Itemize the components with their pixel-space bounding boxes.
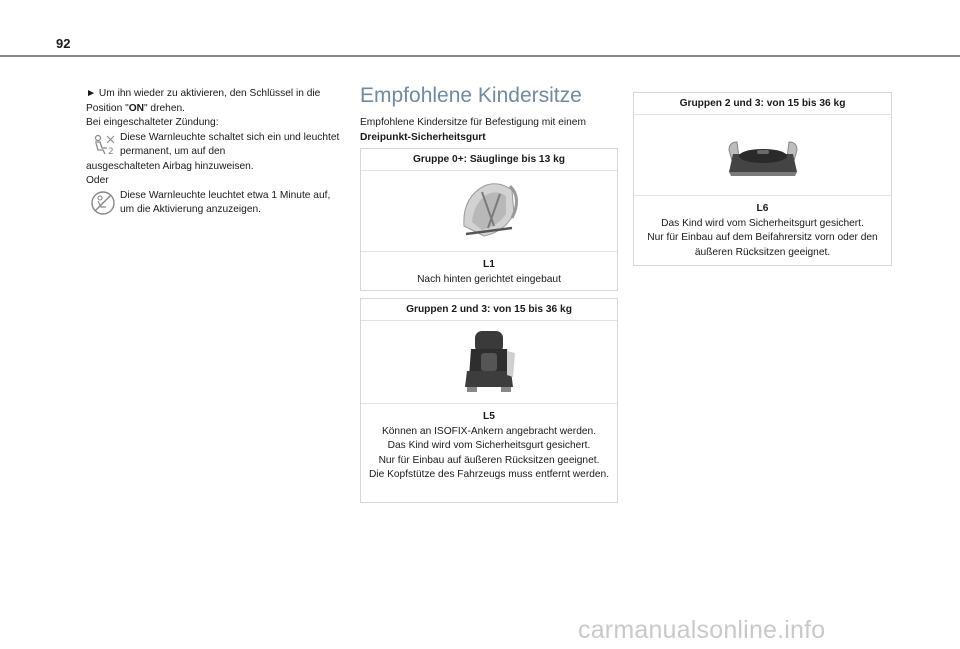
section-intro: Empfohlene Kindersitze für Befestigung mit einem Dreipunkt-Sicherheitsgurt (360, 117, 586, 143)
card-body (361, 252, 617, 291)
airbag-instructions (86, 87, 346, 218)
on-keyword: ON (128, 102, 144, 114)
or-line: Oder (86, 175, 109, 186)
card-header: Gruppen 2 und 3: von 15 bis 36 kg (361, 299, 617, 321)
child-seat-card-l5 (360, 298, 618, 503)
seat-description: Nach hinten gerichtet eingebaut (417, 273, 561, 285)
warning-lamp-row-2 (86, 189, 346, 218)
svg-text:2: 2 (108, 146, 114, 157)
child-seat-image-l6 (634, 115, 891, 196)
card-body (361, 404, 617, 487)
child-seat-card-l1 (360, 148, 618, 291)
position-on-line: Position "ON" drehen. (86, 102, 185, 114)
header-divider (0, 55, 960, 57)
page-number: 92 (56, 36, 71, 51)
seat-code: L5 (483, 411, 495, 422)
warning-lamp-text-2: Diese Warnleuchte leuchtet etwa 1 Minute auf, um die Aktivierung anzuzeigen. (120, 189, 331, 215)
airbag-off-crossed-icon (86, 189, 120, 217)
watermark: carmanualsonline.info (578, 616, 826, 644)
warning-lamp-row-1 (86, 131, 346, 160)
card-body (634, 196, 891, 264)
seat-description-line: Nur für Einbau auf äußeren Rücksitzen geeignet. (378, 454, 600, 466)
section-title: Empfohlene Kindersitze (360, 84, 582, 107)
child-seat-image-l1 (361, 171, 617, 252)
seat-code: L6 (756, 203, 769, 214)
warning-lamp-text-1: Diese Warnleuchte schaltet sich ein und leuchtet permanent, um auf den (120, 131, 340, 157)
seat-description-line: Können an ISOFIX-Ankern angebracht werden. (381, 425, 597, 437)
seat-description-line: Das Kind wird vom Sicherheitsgurt gesichert. (661, 217, 864, 229)
belt-type: Dreipunkt-Sicherheitsgurt (360, 131, 486, 143)
airbag-off-line: ausgeschalteten Airbag hinzuweisen. (86, 160, 254, 172)
card-header: Gruppe 0+: Säuglinge bis 13 kg (361, 149, 617, 171)
child-seat-image-l5 (361, 321, 617, 404)
seat-code: L1 (483, 259, 495, 270)
seat-description-line: Nur für Einbau auf dem Beifahrersitz vorn oder den äußeren Rücksitzen geeignet. (647, 232, 878, 258)
seat-description-line: Das Kind wird vom Sicherheitsgurt gesichert. (387, 440, 591, 451)
reactivate-instruction-line: ► Um ihn wieder zu aktivieren, den Schlüssel in die (86, 88, 321, 99)
seat-description-line: Die Kopfstütze des Fahrzeugs muss entfernt werden. (368, 469, 610, 480)
card-header: Gruppen 2 und 3: von 15 bis 36 kg (634, 93, 891, 115)
child-seat-card-l6 (633, 92, 892, 266)
ignition-on-line: Bei eingeschalteter Zündung: (86, 117, 219, 128)
airbag-off-warning-icon (86, 131, 120, 159)
